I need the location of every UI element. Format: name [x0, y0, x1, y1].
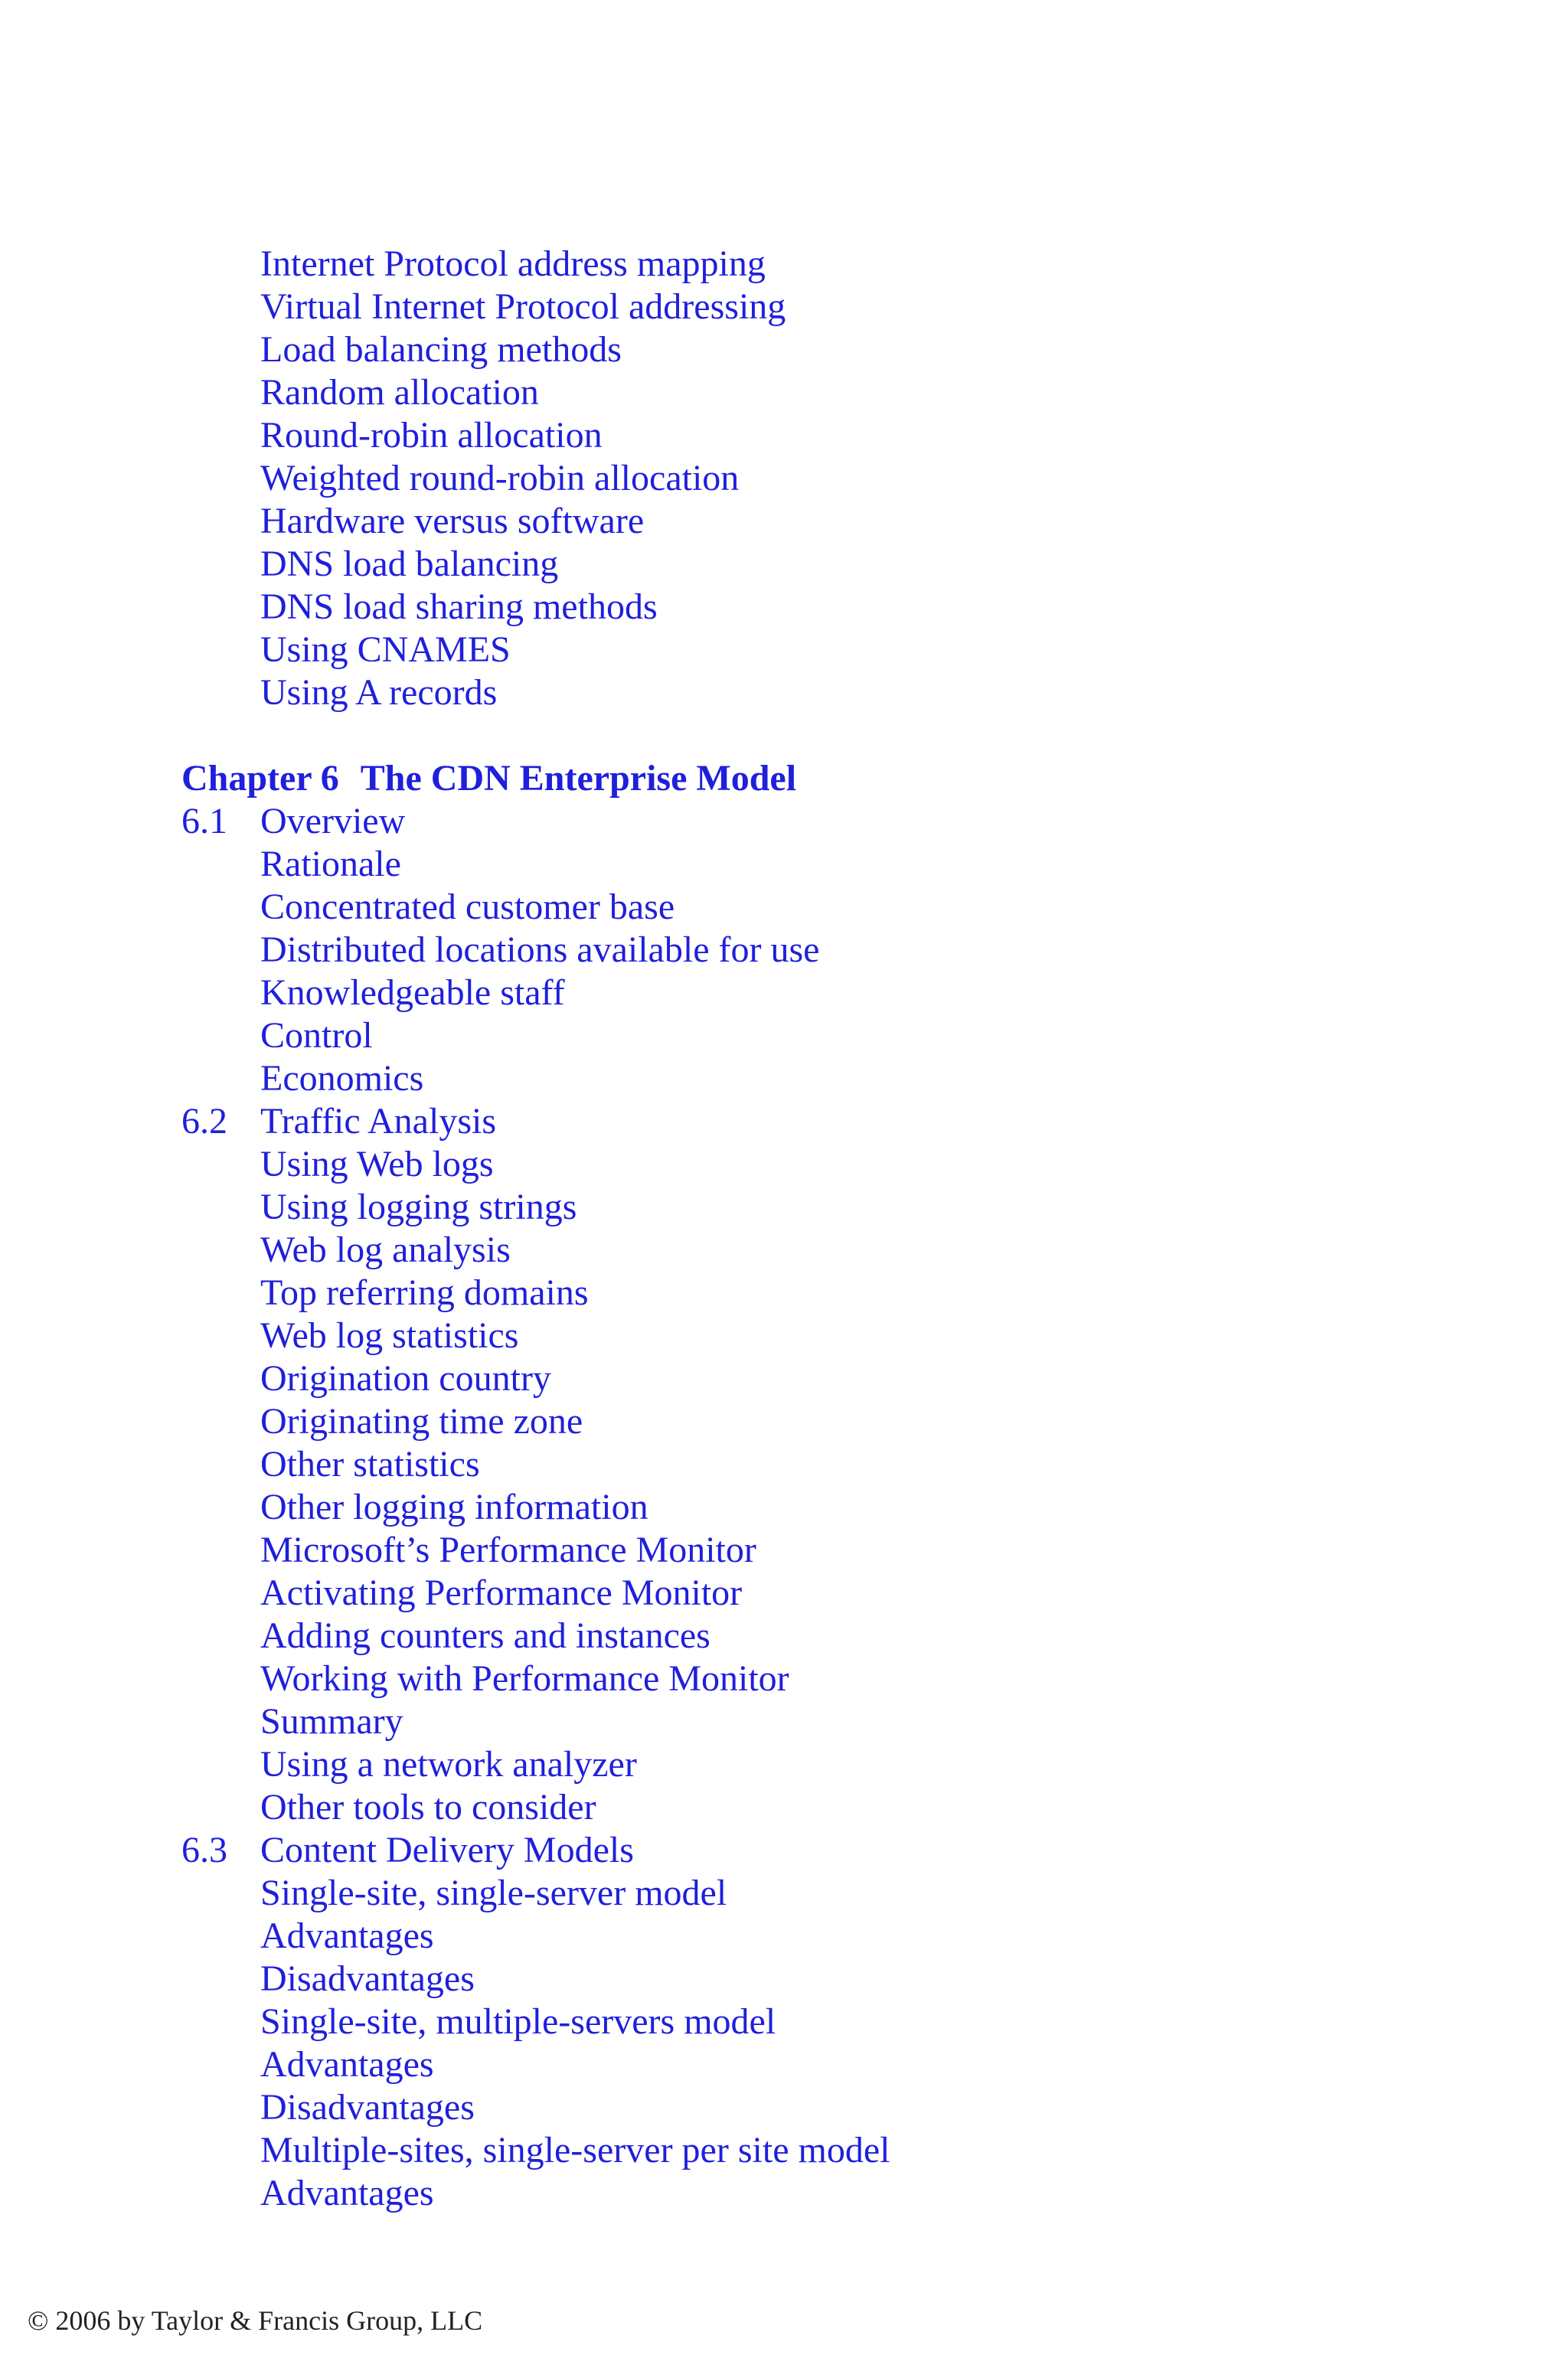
toc-entry-link[interactable]: Other logging information: [260, 1487, 648, 1527]
toc-entry: [0, 1486, 1568, 1529]
toc-entry-link[interactable]: Distributed locations available for use: [260, 929, 820, 970]
toc-entry: [0, 1272, 1568, 1315]
toc-entry: [0, 1529, 1568, 1572]
toc-entry-link[interactable]: Disadvantages: [260, 2087, 475, 2128]
toc-entry-link[interactable]: Virtual Internet Protocol addressing: [260, 286, 786, 327]
toc-entry-link[interactable]: Control: [260, 1015, 373, 1056]
toc-entry: [0, 2086, 1568, 2129]
toc-entry: [0, 1915, 1568, 1958]
toc-entry: [0, 543, 1568, 586]
toc-entry-link[interactable]: Microsoft’s Performance Monitor: [260, 1530, 756, 1570]
toc-entry: [0, 1014, 1568, 1057]
toc-entry: [0, 671, 1568, 714]
chapter-heading-link[interactable]: [181, 757, 796, 800]
toc-entry-link[interactable]: Using A records: [260, 672, 498, 713]
toc-entry: [0, 586, 1568, 629]
toc-entry: [0, 843, 1568, 886]
toc-entry: [0, 1786, 1568, 1829]
toc-entry: [0, 1057, 1568, 1100]
toc-entry-link[interactable]: Summary: [260, 1701, 403, 1742]
toc-entry-link[interactable]: Internet Protocol address mapping: [260, 243, 766, 284]
toc-entry-link[interactable]: Round-robin allocation: [260, 415, 603, 456]
toc-entry: [0, 243, 1568, 286]
toc-entry-link[interactable]: Rationale: [260, 844, 401, 884]
toc-entry-link[interactable]: Economics: [260, 1058, 424, 1099]
toc-entry: [0, 1143, 1568, 1186]
table-of-contents: [0, 243, 1568, 2215]
toc-entry-link[interactable]: Advantages: [260, 1916, 434, 1956]
toc-entry-link[interactable]: Multiple-sites, single-server per site model: [260, 2130, 890, 2170]
toc-entry: [0, 286, 1568, 328]
toc-entry: [0, 1958, 1568, 2001]
toc-entry-link[interactable]: Concentrated customer base: [260, 887, 675, 927]
toc-entry-link[interactable]: Origination country: [260, 1358, 551, 1399]
section-number: 6.1: [181, 801, 227, 841]
toc-entry-link[interactable]: Adding counters and instances: [260, 1615, 710, 1656]
toc-entry: [0, 886, 1568, 929]
toc-entry-link[interactable]: Using Web logs: [260, 1144, 494, 1184]
toc-entry-link[interactable]: Web log analysis: [260, 1230, 511, 1270]
toc-entry: [0, 2043, 1568, 2086]
toc-entry: [0, 457, 1568, 500]
toc-entry-link[interactable]: Working with Performance Monitor: [260, 1658, 789, 1699]
toc-entry: [0, 1186, 1568, 1229]
toc-chapter-heading: [0, 757, 1568, 800]
toc-entry-link[interactable]: Traffic Analysis: [260, 1101, 497, 1142]
toc-entry: [0, 1658, 1568, 1700]
toc-entry-link[interactable]: Advantages: [260, 2044, 434, 2085]
toc-entry-link[interactable]: Originating time zone: [260, 1401, 583, 1442]
toc-entry: [0, 371, 1568, 414]
toc-entry-link[interactable]: DNS load balancing: [260, 544, 559, 584]
toc-entry-link[interactable]: Other tools to consider: [260, 1787, 596, 1827]
toc-entry-link[interactable]: Using logging strings: [260, 1187, 577, 1227]
toc-entry: [0, 972, 1568, 1014]
toc-entry-link[interactable]: DNS load sharing methods: [260, 586, 658, 627]
toc-entry-link[interactable]: Top referring domains: [260, 1272, 589, 1313]
toc-entry: [0, 2129, 1568, 2172]
toc-entry: [0, 1357, 1568, 1400]
toc-entry-link[interactable]: Knowledgeable staff: [260, 972, 565, 1013]
toc-entry: [0, 328, 1568, 371]
toc-entry: [0, 929, 1568, 972]
toc-entry-link[interactable]: Activating Performance Monitor: [260, 1573, 743, 1613]
toc-entry: [0, 1443, 1568, 1486]
toc-entry-link[interactable]: Load balancing methods: [260, 329, 622, 370]
toc-entry-link[interactable]: Using CNAMES: [260, 629, 511, 670]
toc-entry-link[interactable]: Hardware versus software: [260, 501, 645, 541]
toc-entry-link[interactable]: Content Delivery Models: [260, 1830, 634, 1870]
toc-entry-link[interactable]: Advantages: [260, 2173, 434, 2213]
toc-entry-link[interactable]: Other statistics: [260, 1444, 480, 1484]
chapter-label: Chapter 6: [181, 758, 339, 799]
toc-entry: [0, 1572, 1568, 1615]
toc-entry-link[interactable]: Web log statistics: [260, 1315, 519, 1356]
section-number: 6.2: [181, 1101, 227, 1142]
toc-entry: [0, 1872, 1568, 1915]
toc-entry: [0, 1100, 1568, 1143]
section-number: 6.3: [181, 1830, 227, 1870]
toc-entry: [0, 414, 1568, 457]
toc-entry: [0, 2172, 1568, 2215]
toc-entry-link[interactable]: Using a network analyzer: [260, 1744, 637, 1785]
toc-entry-link[interactable]: Random allocation: [260, 372, 539, 413]
toc-entry: [0, 629, 1568, 671]
toc-entry: [0, 500, 1568, 543]
toc-entry-link[interactable]: Overview: [260, 801, 406, 841]
toc-entry: [0, 2001, 1568, 2043]
copyright-footer: © 2006 by Taylor & Francis Group, LLC: [28, 2305, 483, 2336]
toc-entry: [0, 1700, 1568, 1743]
toc-entry-link[interactable]: Disadvantages: [260, 1958, 475, 1999]
toc-entry: [0, 1400, 1568, 1443]
toc-entry: [0, 1315, 1568, 1357]
toc-entry-link[interactable]: Single-site, multiple-servers model: [260, 2001, 776, 2042]
chapter-title: The CDN Enterprise Model: [360, 758, 797, 799]
toc-entry-link[interactable]: Weighted round-robin allocation: [260, 458, 740, 498]
toc-entry: [0, 1829, 1568, 1872]
toc-entry: [0, 1743, 1568, 1786]
toc-entry: [0, 1615, 1568, 1658]
toc-entry-link[interactable]: Single-site, single-server model: [260, 1873, 727, 1913]
toc-entry: [0, 1229, 1568, 1272]
toc-entry: [0, 800, 1568, 843]
